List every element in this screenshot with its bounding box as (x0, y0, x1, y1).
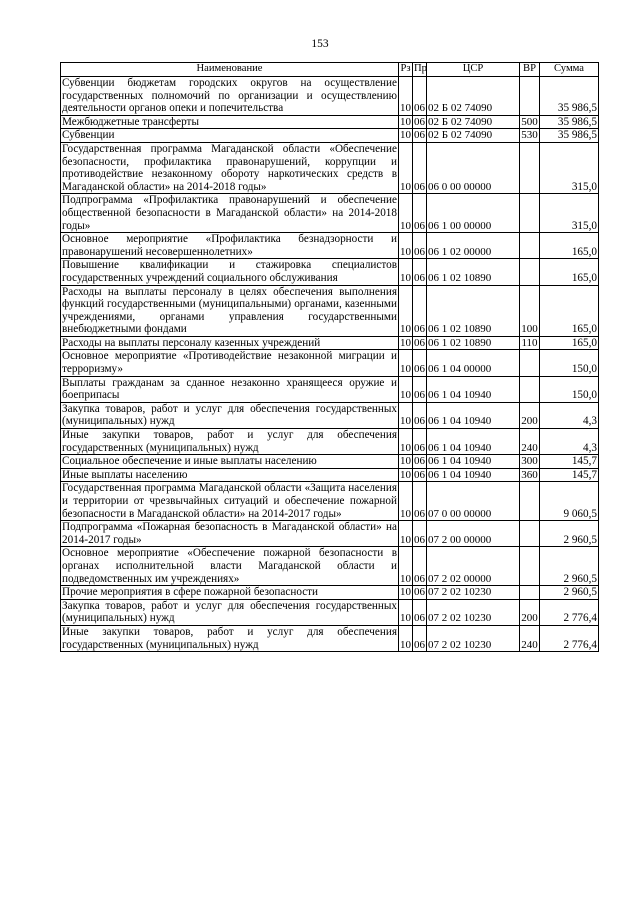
cell-name: Основное мероприятие «Обеспечение пожарной безопасности в органах исполнительной власти Магаданской области и подведомственных им учреждениях» (62, 547, 397, 585)
cell-vr: 240 (520, 625, 540, 651)
cell-sum: 165,0 (540, 285, 599, 336)
cell-rz: 10 (399, 547, 413, 586)
cell-pr: 06 (414, 586, 425, 599)
table-row (61, 468, 599, 482)
table-row (61, 194, 599, 233)
cell-csr: 06 1 04 10940 (427, 468, 520, 482)
cell-csr: 07 2 02 00000 (427, 547, 520, 586)
cell-rz: 10 (399, 482, 413, 521)
cell-pr: 06 (413, 482, 427, 521)
cell-sum: 35 986,5 (540, 129, 599, 143)
cell-vr (520, 77, 540, 116)
cell-name: Основное мероприятие «Профилактика безнадзорности и правонарушений несовершеннолетних» (62, 233, 397, 258)
cell-vr: 200 (520, 402, 540, 428)
table-row (61, 233, 599, 259)
cell-sum: 2 776,4 (540, 599, 599, 625)
cell-rz: 10 (400, 586, 411, 599)
cell-sum: 2 960,5 (540, 547, 599, 586)
cell-csr: 07 2 02 10230 (427, 599, 520, 625)
cell-vr: 530 (521, 129, 538, 142)
table-row (61, 586, 599, 600)
cell-csr: 06 1 04 10940 (427, 402, 520, 428)
cell-pr: 06 (413, 259, 427, 285)
column-header-pr: Пр (413, 63, 427, 77)
cell-name: Подпрограмма «Профилактика правонарушений и обеспечение общественной безопасности в Магаданской области» на 2014-2018 годы» (62, 194, 397, 232)
cell-csr: 06 1 02 00000 (427, 233, 520, 259)
cell-rz: 10 (400, 336, 411, 349)
cell-vr (520, 194, 540, 233)
cell-rz: 10 (399, 259, 413, 285)
table-row (61, 336, 599, 350)
table-row (61, 429, 599, 455)
cell-pr: 06 (413, 599, 427, 625)
cell-rz: 10 (399, 142, 413, 193)
cell-name: Субвенции (61, 129, 399, 143)
table-row (61, 547, 599, 586)
cell-name: Подпрограмма «Пожарная безопасность в Магаданской области» на 2014-2017 годы» (62, 521, 397, 546)
cell-name: Иные закупки товаров, работ и услуг для обеспечения государственных (муниципальных) нужд (62, 625, 397, 651)
cell-csr: 06 1 02 10890 (427, 285, 520, 336)
cell-name: Закупка товаров, работ и услуг для обеспечения государственных (муниципальных) нужд (62, 402, 397, 428)
cell-pr: 06 (413, 376, 427, 402)
table-row (61, 142, 599, 193)
cell-sum: 145,7 (540, 455, 599, 469)
table-row (61, 455, 599, 469)
table-row (61, 259, 599, 285)
column-header-vr: ВР (520, 63, 540, 77)
cell-rz: 10 (399, 429, 413, 455)
cell-csr: 02 Б 02 74090 (427, 115, 520, 129)
table-header-row (61, 63, 599, 77)
cell-pr: 06 (413, 625, 427, 651)
cell-csr: 07 2 02 10230 (427, 586, 520, 600)
cell-pr: 06 (413, 233, 427, 259)
cell-name: Закупка товаров, работ и услуг для обеспечения государственных (муниципальных) нужд (62, 599, 397, 625)
cell-rz: 10 (400, 129, 411, 142)
cell-rz: 10 (400, 468, 411, 481)
cell-sum: 150,0 (540, 376, 599, 402)
cell-rz: 10 (399, 599, 413, 625)
cell-vr (520, 233, 540, 259)
cell-vr (520, 482, 540, 521)
cell-sum: 35 986,5 (540, 115, 599, 129)
cell-pr: 06 (413, 142, 427, 193)
cell-rz: 10 (399, 285, 413, 336)
table-row (61, 77, 599, 116)
table-row (61, 625, 599, 651)
cell-pr: 06 (414, 115, 425, 128)
cell-pr: 06 (413, 547, 427, 586)
cell-name: Социальное обеспечение и иные выплаты населению (61, 455, 399, 469)
cell-pr: 06 (413, 521, 427, 547)
cell-vr (520, 547, 540, 586)
cell-name: Государственная программа Магаданской области «Защита населения и территории от чрезвычайных ситуаций и обеспечение пожарной безопасности в Магаданской области» на 2014-2017 годы» (62, 482, 397, 520)
cell-vr (520, 586, 540, 600)
cell-pr: 06 (413, 350, 427, 376)
cell-csr: 06 1 04 00000 (427, 350, 520, 376)
cell-name: Расходы на выплаты персоналу в целях обеспечения выполнения функций государственными (муниципальными) органами, казенными учреждениями, органами управления государственными внебюджетными фондами (62, 285, 397, 336)
cell-csr: 02 Б 02 74090 (427, 77, 520, 116)
budget-table (60, 62, 599, 652)
cell-name: Расходы на выплаты персоналу казенных учреждений (61, 336, 399, 350)
cell-rz: 10 (399, 376, 413, 402)
cell-sum: 35 986,5 (540, 77, 599, 116)
cell-rz: 10 (399, 77, 413, 116)
cell-csr: 07 2 02 10230 (427, 625, 520, 651)
cell-rz: 10 (399, 625, 413, 651)
table-row (61, 115, 599, 129)
cell-csr: 06 0 00 00000 (427, 142, 520, 193)
table-row (61, 402, 599, 428)
column-header-name: Наименование (61, 63, 399, 77)
cell-pr: 06 (413, 77, 427, 116)
cell-sum: 4,3 (540, 402, 599, 428)
cell-rz: 10 (399, 521, 413, 547)
cell-name: Субвенции бюджетам городских округов на осуществление государственных полномочий по организации и осуществлению деятельности органов опеки и попечительства (62, 77, 397, 115)
column-header-rz: Рз (399, 63, 413, 77)
page-number: 153 (311, 38, 329, 50)
cell-pr: 06 (413, 194, 427, 233)
table-row (61, 482, 599, 521)
cell-csr: 07 0 00 00000 (427, 482, 520, 521)
cell-sum: 165,0 (540, 336, 599, 350)
cell-vr (520, 376, 540, 402)
cell-name: Повышение квалификации и стажировка специалистов государственных учреждений социального обслуживания (62, 259, 397, 284)
cell-vr: 100 (520, 285, 540, 336)
cell-sum: 2 776,4 (540, 625, 599, 651)
cell-vr (520, 259, 540, 285)
cell-vr: 360 (521, 468, 538, 481)
cell-name: Межбюджетные трансферты (61, 115, 399, 129)
cell-rz: 10 (399, 194, 413, 233)
cell-sum: 4,3 (540, 429, 599, 455)
cell-name: Основное мероприятие «Противодействие незаконной миграции и терроризму» (62, 350, 397, 376)
cell-sum: 315,0 (540, 194, 599, 233)
cell-vr (520, 350, 540, 376)
cell-rz: 10 (399, 402, 413, 428)
cell-vr (520, 521, 540, 547)
cell-pr: 06 (413, 285, 427, 336)
cell-sum: 2 960,5 (540, 521, 599, 547)
cell-name: Иные закупки товаров, работ и услуг для обеспечения государственных (муниципальных) нужд (62, 429, 397, 454)
cell-vr: 200 (520, 599, 540, 625)
cell-csr: 06 1 02 10890 (427, 336, 520, 350)
cell-sum: 165,0 (540, 259, 599, 285)
cell-csr: 06 1 04 10940 (427, 455, 520, 469)
cell-pr: 06 (413, 429, 427, 455)
cell-pr: 06 (413, 402, 427, 428)
cell-sum: 9 060,5 (540, 482, 599, 521)
cell-sum: 150,0 (540, 350, 599, 376)
cell-pr: 06 (414, 336, 425, 349)
cell-csr: 06 1 02 10890 (427, 259, 520, 285)
cell-sum: 2 960,5 (540, 586, 599, 600)
cell-csr: 02 Б 02 74090 (427, 129, 520, 143)
table-row (61, 285, 599, 336)
cell-vr (520, 142, 540, 193)
cell-rz: 10 (400, 455, 411, 468)
cell-vr: 240 (520, 429, 540, 455)
table-row (61, 129, 599, 143)
cell-name: Прочие мероприятия в сфере пожарной безопасности (61, 586, 399, 600)
column-header-sum: Сумма (540, 63, 599, 77)
table-body (61, 77, 599, 652)
table-row (61, 350, 599, 376)
column-header-csr: ЦСР (427, 63, 520, 77)
cell-csr: 06 1 04 10940 (427, 429, 520, 455)
cell-vr: 300 (521, 455, 538, 468)
cell-pr: 06 (414, 468, 425, 481)
cell-name: Государственная программа Магаданской области «Обеспечение безопасности, профилактика правонарушений, коррупции и противодействие незаконному обороту наркотических средств в Магаданской области» на 2014-2018 годы» (62, 142, 397, 193)
cell-rz: 10 (400, 115, 411, 128)
cell-rz: 10 (399, 350, 413, 376)
cell-csr: 07 2 00 00000 (427, 521, 520, 547)
cell-csr: 06 1 00 00000 (427, 194, 520, 233)
cell-pr: 06 (414, 129, 425, 142)
cell-sum: 315,0 (540, 142, 599, 193)
cell-vr: 110 (521, 336, 538, 349)
cell-csr: 06 1 04 10940 (427, 376, 520, 402)
table-row (61, 376, 599, 402)
cell-name: Иные выплаты населению (61, 468, 399, 482)
table-row (61, 599, 599, 625)
cell-sum: 165,0 (540, 233, 599, 259)
cell-sum: 145,7 (540, 468, 599, 482)
cell-rz: 10 (399, 233, 413, 259)
cell-pr: 06 (414, 455, 425, 468)
cell-name: Выплаты гражданам за сданное незаконно хранящееся оружие и боеприпасы (62, 376, 397, 402)
table-row (61, 521, 599, 547)
cell-vr: 500 (521, 115, 538, 128)
